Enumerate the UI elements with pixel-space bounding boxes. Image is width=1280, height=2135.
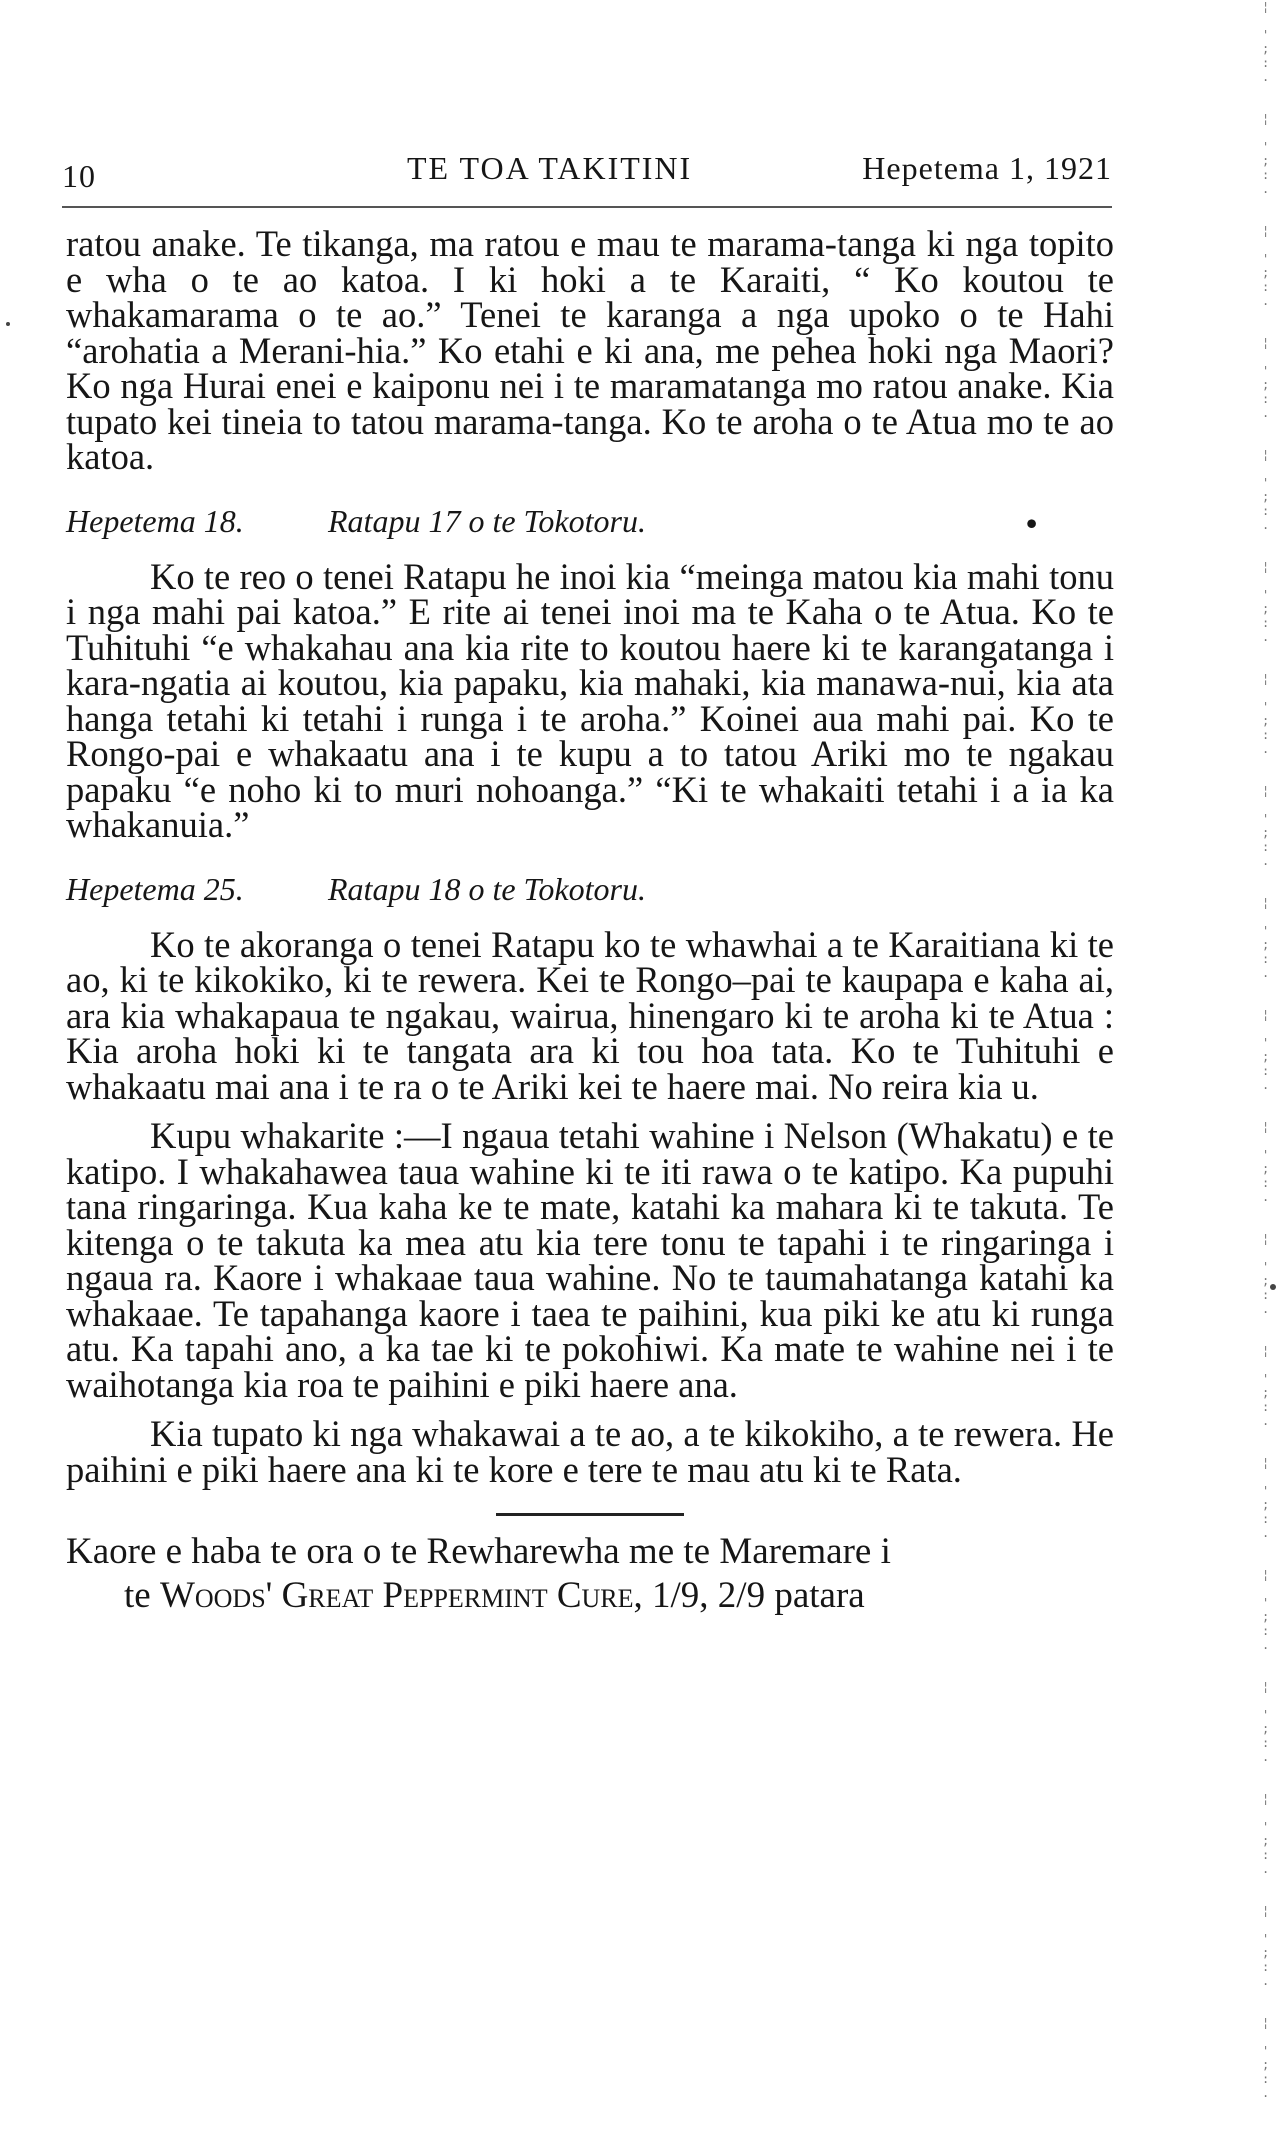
- section-divider: [496, 1513, 684, 1516]
- advert-line-2: [66, 1574, 1114, 1618]
- section-heading-sept-25: [66, 871, 1114, 907]
- section-paragraph: Ko te reo o tenei Ratapu he inoi kia “meinga matou kia mahi tonu i nga mahi pai katoa.” E rite ai tenei inoi ma te Kaha o te Atua. Ko te Tuhituhi “e whakahau ana kia rite to koutou haere ki te karangatanga i kara-ngatia ai koutou, kia papaku, kia mahaki, kia manawa-nui, kia ata hanga tetahi ki tetahi i runga i te aroha.” Koinei aua mahi pai. Ko te Rongo-pai e whakaatu ana i te kupu a to tatou Ariki mo te ngakau papaku “e noho ki to muri nohoanga.” “Ki te whakaiti tetahi i a ia ka whakanuia.”: [66, 555, 1114, 845]
- advert-prefix: te: [124, 1575, 160, 1616]
- advert-product: Woods' Great Peppermint Cure,: [159, 1575, 643, 1616]
- section-paragraph: Ko te akoranga o tenei Ratapu ko te whawhai a te Karaitiana ki te ao, ki te kikokiko, ki te rewera. Kei te Rongo–pai te kaupapa e kaha ai, ara kia whakapaua te ngakau, wairua, hinengaro ki te aroha ki te Atua : Kia aroha hoki ki te tangata ara ki tou hoa tata. Ko te Tuhituhi e whakaatu mai ana i te ra o te Ariki kei te haere mai. No reira kia u.: [66, 923, 1114, 1107]
- binding-edge-marks: ¦ ' ; : . ¦ ' ; : . ¦ ' ; : . ¦ ' ; : . ¦ ' ; : . ¦ ' ; : . ¦ ' ; : . ¦ ' ; : . ¦ ' ; : . ¦ ' ; : . ¦ ' ; : . ¦ ' ; : . ¦ ' ; : . ¦ ' ; : . ¦ ' ; : . ¦ ' ; : . ¦ ' ; : . ¦ ' ; : . ¦ ' ; : .: [1262, 0, 1270, 2100]
- section-date: Hepetema 18.: [66, 502, 244, 539]
- stray-dot: [6, 322, 10, 326]
- section-paragraph: Kia tupato ki nga whakawai a te ao, a te kikokiho, a te rewera. He paihini e piki haere ana ki te kore e tere te mau atu ki te Rata.: [66, 1413, 1114, 1490]
- issue-date: Hepetema 1, 1921: [862, 150, 1112, 186]
- section-sunday: Ratapu 18 o te Tokotoru.: [328, 870, 646, 907]
- section-sunday: Ratapu 17 o te Tokotoru.: [328, 502, 646, 539]
- opening-paragraph: ratou anake. Te tikanga, ma ratou e mau te marama-tanga ki nga topito e wha o te ao katoa. I ki hoki a te Karaiti, “ Ko koutou te whakamarama o te ao.” Tenei te karanga a nga upoko o te Hahi “arohatia a Merani-hia.” Ko etahi e ki ana, me pehea hoki nga Maori? Ko nga Hurai enei e kaiponu nei i te maramatanga mo ratou anake. Kia tupato kei tineia to tatou marama-tanga. Ko te aroha o te Atua mo te ao katoa.: [66, 223, 1114, 477]
- stray-mark: •: [1026, 504, 1038, 541]
- advert-price: 1/9, 2/9 patara: [642, 1575, 865, 1616]
- page-number: 10: [62, 158, 96, 194]
- journal-title: TE TOA TAKITINI: [407, 150, 693, 186]
- running-header: [62, 150, 1112, 194]
- stray-dot: [1270, 1284, 1276, 1290]
- header-rule: [62, 206, 1112, 208]
- section-paragraph: Kupu whakarite :—I ngaua tetahi wahine i Nelson (Whakatu) e te katipo. I whakahawea taua wahine ki te iti rawa o te katipo. Ka pupuhi tana ringaringa. Kua kaha ke te mate, katahi ka mahara ki te takuta. Te kitenga o te takuta ka mea atu kia tere tonu te tapahi i te ringaringa i ngaua ra. Kaore i whakaae taua wahine. No te taumahatanga katahi ka whakaae. Te tapahanga kaore i taea te paihini, kua piki ke atu ki runga atu. Ka tapahi ano, a ka tae ki te pokohiwi. Ka mate te wahine nei i te waihotanga kia roa te paihini e piki haere ana.: [66, 1115, 1114, 1405]
- text-column: [66, 223, 1114, 1618]
- section-heading-sept-18: [66, 503, 1114, 539]
- section-date: Hepetema 25.: [66, 870, 244, 907]
- advertisement: [66, 1530, 1114, 1618]
- advert-line-1: Kaore e haba te ora o te Rewharewha me te Maremare i: [66, 1531, 891, 1572]
